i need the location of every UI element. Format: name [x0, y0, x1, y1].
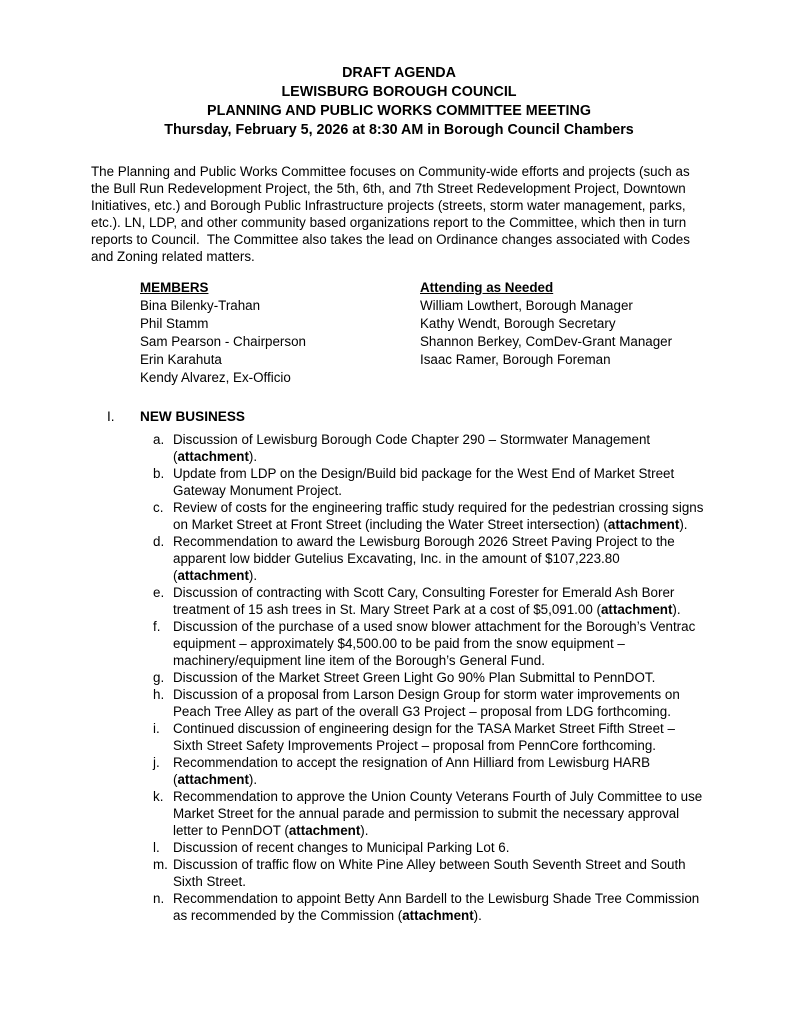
agenda-item: [91, 618, 707, 669]
item-letter: m.: [153, 857, 168, 872]
new-business-heading: NEW BUSINESS: [140, 409, 245, 424]
agenda-item: [91, 465, 707, 499]
new-business-section: [91, 408, 707, 924]
item-letter: b.: [153, 466, 165, 481]
members-list: [140, 297, 420, 387]
section-numeral: I.: [107, 409, 115, 424]
agenda-item: [91, 856, 707, 890]
item-text: Recommendation to accept the resignation of Ann Hilliard from Lewisburg HARB (attachment).: [173, 755, 651, 787]
document-title-committee-meeting: PLANNING AND PUBLIC WORKS COMMITTEE MEETING: [207, 103, 591, 119]
attending-list: [420, 297, 707, 369]
agenda-item: [91, 788, 707, 839]
attending-name: Shannon Berkey, ComDev-Grant Manager: [420, 334, 673, 349]
item-text: Discussion of contracting with Scott Cary, Consulting Forester for Emerald Ash Borer treatment of 15 ash trees in St. Mary Street Park at a cost of $5,091.00 (attachment).: [173, 585, 681, 617]
document-header: [91, 64, 707, 140]
document-title-council: LEWISBURG BOROUGH COUNCIL: [281, 84, 517, 100]
item-text: Discussion of traffic flow on White Pine Alley between South Seventh Street and South Sixth Street.: [173, 857, 686, 889]
item-letter: i.: [153, 721, 160, 736]
item-text: Discussion of Lewisburg Borough Code Chapter 290 – Stormwater Management (attachment).: [173, 432, 651, 464]
member-name: Sam Pearson - Chairperson: [140, 334, 306, 349]
document-title-draft-agenda: DRAFT AGENDA: [342, 65, 456, 81]
attending-name: Kathy Wendt, Borough Secretary: [420, 316, 616, 331]
item-text: Discussion of the Market Street Green Light Go 90% Plan Submittal to PennDOT.: [173, 670, 656, 685]
item-letter: a.: [153, 432, 165, 447]
item-letter: g.: [153, 670, 165, 685]
member-name: Phil Stamm: [140, 316, 209, 331]
item-letter: n.: [153, 891, 165, 906]
committee-description-paragraph: The Planning and Public Works Committee focuses on Community-wide efforts and projects (such as the Bull Run Redevelopment Project, the 5th, 6th, and 7th Street Redevelopment Project, Downtown Initiatives, etc.) and Borough Public Infrastructure projects (streets, storm water management, parks, etc.). LN, LDP, and other community based organizations report to the Committee, which then in turn reports to Council. The Committee also takes the lead on Ordinance changes associated with Codes and Zoning related matters.: [91, 164, 690, 264]
attending-name: William Lowthert, Borough Manager: [420, 298, 633, 313]
agenda-item: [91, 839, 707, 856]
item-text: Recommendation to approve the Union County Veterans Fourth of July Committee to use Market Street for the annual parade and permission to submit the necessary approval letter to PennDOT (attachment).: [173, 789, 703, 838]
item-letter: e.: [153, 585, 165, 600]
item-letter: d.: [153, 534, 165, 549]
item-text: Update from LDP on the Design/Build bid package for the West End of Market Street Gateway Monument Project.: [173, 466, 675, 498]
new-business-heading-row: [91, 408, 707, 426]
item-letter: k.: [153, 789, 164, 804]
item-letter: f.: [153, 619, 161, 634]
members-heading: MEMBERS: [140, 280, 209, 295]
item-letter: c.: [153, 500, 164, 515]
agenda-item: [91, 499, 707, 533]
roster-section: [140, 279, 707, 387]
attending-name: Isaac Ramer, Borough Foreman: [420, 352, 611, 367]
member-name: Bina Bilenky-Trahan: [140, 298, 261, 313]
member-name: Erin Karahuta: [140, 352, 222, 367]
agenda-item: [91, 720, 707, 754]
attending-column: [420, 279, 707, 387]
item-text: Discussion of the purchase of a used snow blower attachment for the Borough’s Ventrac equipment – approximately $4,500.00 to be paid from the snow equipment – machinery/equipment line item of the Borough’s General Fund.: [173, 619, 696, 668]
agenda-item: [91, 584, 707, 618]
agenda-item: [91, 533, 707, 584]
item-text: Recommendation to award the Lewisburg Borough 2026 Street Paving Project to the apparent low bidder Gutelius Excavating, Inc. in the amount of $107,223.80 (attachment).: [173, 534, 675, 583]
agenda-item: [91, 669, 707, 686]
attending-heading: Attending as Needed: [420, 280, 554, 295]
agenda-item: [91, 431, 707, 465]
item-letter: h.: [153, 687, 165, 702]
item-letter: j.: [153, 755, 160, 770]
document-title-datetime: Thursday, February 5, 2026 at 8:30 AM in Borough Council Chambers: [164, 122, 634, 138]
members-column: [140, 279, 420, 387]
item-text: Review of costs for the engineering traffic study required for the pedestrian crossing signs on Market Street at Front Street (including the Water Street intersection) (attachment).: [173, 500, 704, 532]
item-text: Discussion of recent changes to Municipal Parking Lot 6.: [173, 840, 510, 855]
item-text: Recommendation to appoint Betty Ann Bardell to the Lewisburg Shade Tree Commission as recommended by the Commission (attachment).: [173, 891, 700, 923]
agenda-items-list: [91, 431, 707, 924]
item-text: Discussion of a proposal from Larson Design Group for storm water improvements on Peach Tree Alley as part of the overall G3 Project – proposal from LDG forthcoming.: [173, 687, 680, 719]
item-text: Continued discussion of engineering design for the TASA Market Street Fifth Street – Sixth Street Safety Improvements Project – proposal from PennCore forthcoming.: [173, 721, 675, 753]
agenda-item: [91, 686, 707, 720]
agenda-item: [91, 754, 707, 788]
member-name: Kendy Alvarez, Ex-Officio: [140, 370, 291, 385]
agenda-item: [91, 890, 707, 924]
item-letter: l.: [153, 840, 160, 855]
